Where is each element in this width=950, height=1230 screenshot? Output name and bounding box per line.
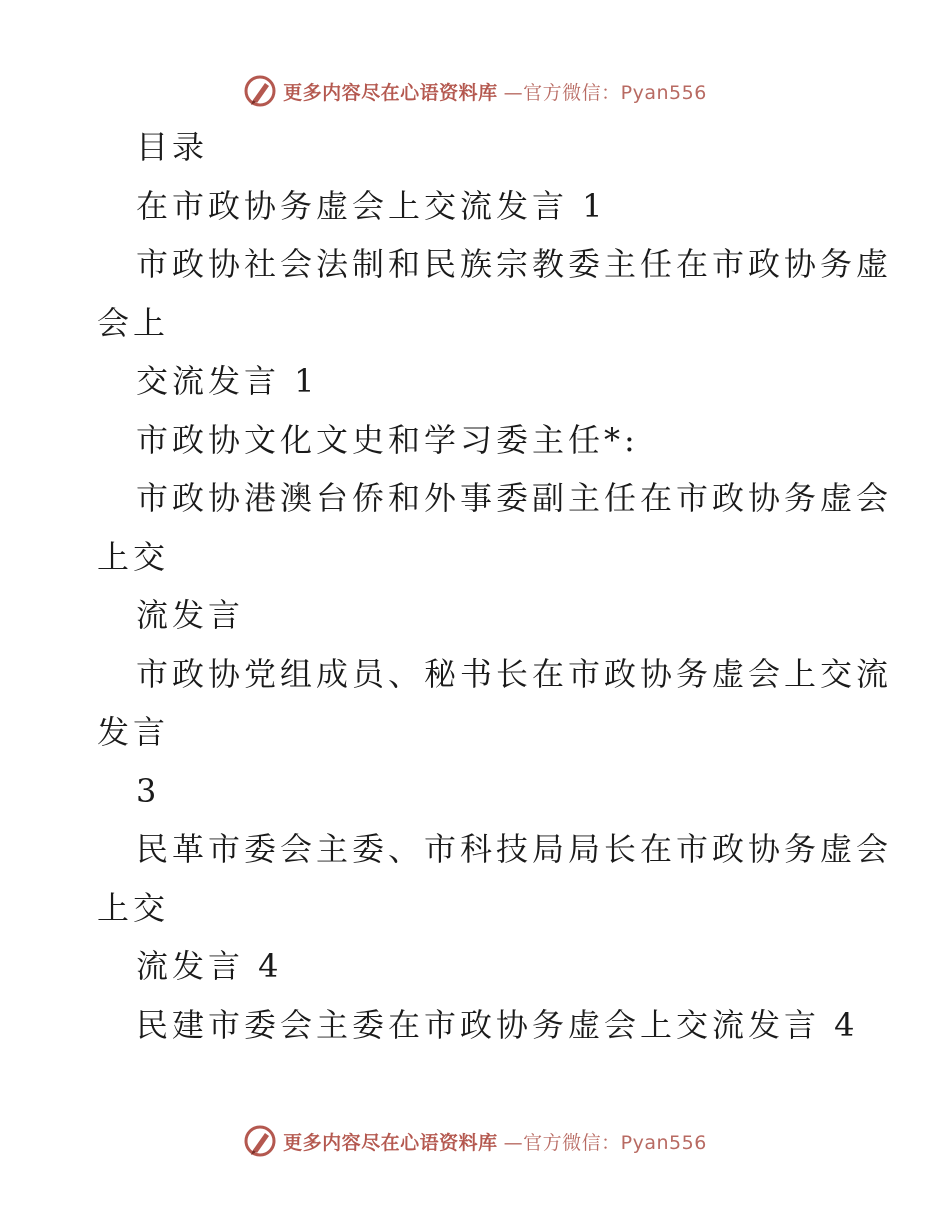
watermark-wechat-text: —官方微信：Pyan556 (503, 1131, 707, 1154)
header-watermark (0, 74, 950, 108)
watermark-brand-text: 更多内容尽在心语资料库 (283, 81, 498, 104)
toc-content (0, 118, 950, 1054)
pen-logo-icon (243, 74, 277, 108)
toc-line: 在市政协务虚会上交流发言 1 (136, 186, 607, 225)
toc-line: 3 (136, 771, 161, 810)
watermark-wechat-text: —官方微信：Pyan556 (503, 81, 707, 104)
pen-logo-icon (243, 1124, 277, 1158)
toc-line: 市政协党组成员、秘书长在市政协务虚会上交流 (136, 654, 893, 693)
toc-line: 发言 (97, 713, 170, 751)
watermark-brand-text: 更多内容尽在心语资料库 (283, 1131, 498, 1154)
toc-line: 市政协文化文史和学习委主任*: (136, 420, 639, 459)
footer-watermark (0, 1124, 950, 1158)
toc-line: 流发言 4 (136, 947, 283, 985)
toc-line: 上交 (97, 888, 170, 927)
toc-line: 上交 (97, 537, 170, 576)
toc-title: 目录 (136, 128, 209, 166)
toc-line: 民建市委会主委在市政协务虚会上交流发言 4 (136, 1005, 859, 1044)
toc-line: 市政协社会法制和民族宗教委主任在市政协务虚 (136, 245, 893, 283)
toc-line: 交流发言 1 (136, 362, 319, 400)
toc-line: 民革市委会主委、市科技局局长在市政协务虚会 (136, 830, 893, 868)
toc-line: 流发言 (136, 596, 245, 634)
toc-line: 会上 (97, 303, 170, 342)
toc-line: 市政协港澳台侨和外事委副主任在市政协务虚会 (136, 479, 893, 517)
